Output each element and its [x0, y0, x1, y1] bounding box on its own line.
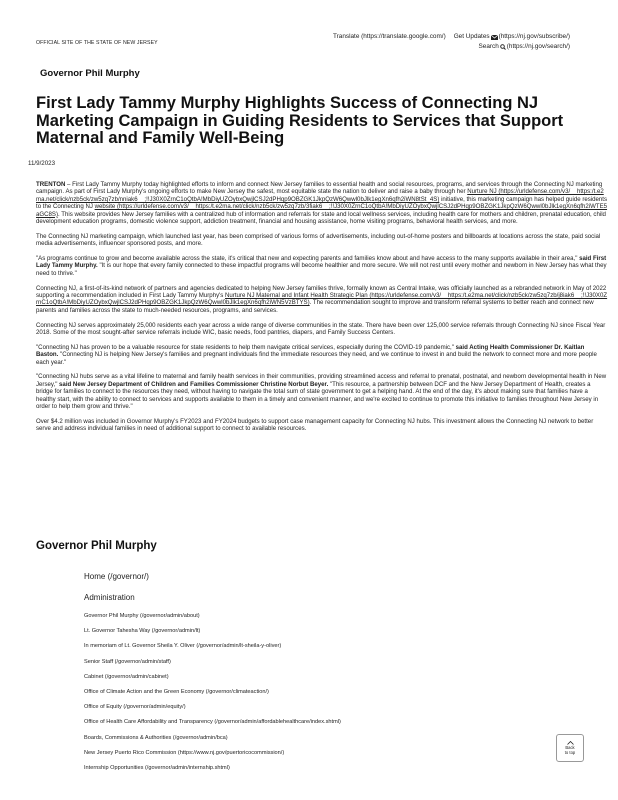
admin-link-climate-action[interactable]: Office of Climate Action and the Green Economy (/governor/climateaction/) — [84, 688, 269, 695]
translate-link[interactable]: Translate (https://translate.google.com/) — [332, 33, 446, 40]
admin-link-puerto-rico[interactable]: New Jersey Puerto Rico Commission (https://www.nj.gov/puertoricocommission/) — [84, 749, 285, 756]
paragraph-text: "This resource, a partnership between DCF and the New Jersey Department of Health, creates a bridge for families to connect to the resources they need, without having to navigate the total sum of state government to get a helping hand. At the end of the day, it's about making sure that families have a healthy start, with the ability to connect to services and supports available to them in a timely and convenient manner, and we're excited to continue to promote this initiative to families throughout New Jersey in order to help them grow and thrive." — [36, 380, 599, 411]
speaker-attribution: said First Lady Tammy Murphy. — [36, 255, 607, 270]
back-to-top-line1: Back — [565, 744, 575, 750]
paragraph-text: "Connecting NJ has proven to be a valuable resource for state residents to help them navigate critical services, especially during the COVID-19 pandemic," — [36, 343, 456, 351]
paragraph-4 — [36, 285, 608, 315]
paragraph-2: The Connecting NJ marketing campaign, which launched last year, has been comprised of various forms of advertisements, including out-of-home posters and billboards at locations across the state, paid social media advertisements, influencer sponsored posts, and more. — [36, 232, 601, 248]
administration-list — [84, 612, 341, 779]
admin-link-governor[interactable]: Governor Phil Murphy (/governor/admin/about) — [84, 613, 200, 619]
connecting-nj-website-link[interactable]: website (https://urldefense.com/v3/__https:/t.e2ma.net/click/nzb5ck/zw5zq7zb/3fiak6__;!!J30X0ZrnC1oQtbA!MbDiyUZOybxQwjlCSJ2dPHqp9OBZGK1JkpQzW6Qwwl0bJlk1egXn6qfh2iWTE5aGC8S) — [36, 203, 608, 218]
paragraph-6 — [36, 344, 608, 366]
search-label: Search — [478, 43, 499, 50]
search-url: (https://nj.gov/search/) — [506, 43, 570, 50]
back-to-top-line2: to top — [564, 749, 576, 755]
paragraph-text: . The recommendation sought to improve and transform referral systems to better reach and connect new parents and families across the state to much-needed resources, programs, and services. — [36, 299, 594, 314]
footer-home-link[interactable]: Home (/governor/) — [84, 572, 149, 581]
paragraph-1 — [36, 181, 608, 225]
admin-link-in-memoriam[interactable]: In memoriam of Lt. Governor Sheila Y. Oliver (/governor/admin/lt-sheila-y-oliver) — [84, 643, 282, 650]
administration-heading: Administration — [84, 593, 135, 602]
paragraph-8: Over $4.2 million was included in Governor Murphy's FY2023 and FY2024 budgets to support case management capacity for Connecting NJ hubs. This investment allows the Connecting NJ network to better serve and address individual families in need of additional support to connect to available resources. — [36, 417, 594, 433]
nurture-nj-link[interactable]: Nurture NJ (https://urldefense.com/v3/__https:/t.e2ma.net/click/nzb5ck/zw5zq7zb/nniak6__;!!J30X0ZrnC1oQtbA!MbDiyUZOybxQwjlCSJ2dPHqp9OBZGK1JkpQzW6Qwwl0bJlk1egXn6qfh2iWN8tSt_4S) — [36, 188, 604, 203]
site-name[interactable]: Governor Phil Murphy — [40, 68, 140, 79]
admin-link-equity[interactable]: Office of Equity (/governor/admin/equity/) — [84, 704, 186, 711]
admin-link-senior-staff[interactable]: Senior Staff (/governor/admin/staff) — [84, 658, 171, 665]
search-link[interactable] — [479, 42, 570, 52]
dateline: TRENTON — [36, 181, 66, 188]
admin-link-boards[interactable]: Boards, Commissions & Authorities (/governor/admin/bca) — [84, 734, 228, 741]
paragraph-text: "Connecting NJ is helping New Jersey's families and pregnant individuals find the immediate resources they need, and we continue to invest in and build the network to connect more and more people each year." — [36, 351, 597, 366]
paragraph-text: – First Lady Tammy Murphy today highlighted efforts to inform and connect New Jersey families to essential health and social resources, programs, and services through the Connecting NJ marketing campaign. As part of First Lady Murphy's ongoing efforts to make New Jersey the safest, most equitable state the nation to deliver and raise a baby through her — [36, 181, 603, 196]
admin-link-health-care[interactable]: Office of Health Care Affordability and Transparency (/governor/admin/affordablehealthcare/index.shtml) — [84, 719, 341, 726]
paragraph-7 — [36, 373, 608, 410]
paragraph-5: Connecting NJ serves approximately 25,000 residents each year across a wide range of diverse communities in the state. There have been over 125,000 service referrals through Connecting NJ since Fiscal Year 2018. Some of the most sought-after service referrals include WIC, basic needs, food pantries, diapers, and Family Success Centers. — [36, 321, 606, 337]
paragraph-3 — [36, 255, 608, 277]
paragraph-text: . This website provides New Jersey families with a centralized hub of information and referrals for state and local wellness services, including health care for mothers and children, prenatal education, child development education programs, domestic violence support, addiction treatment, financial and housing assistance, home visiting programs, behavioral health services, and more. — [36, 210, 606, 226]
article-title: First Lady Tammy Murphy Highlights Success of Connecting NJ Marketing Campaign in Guiding Residents to Services that Support Maternal and Family Well-Being — [36, 94, 564, 147]
admin-link-lt-governor[interactable]: Lt. Governor Tahesha Way (/governor/admin/lt) — [84, 628, 201, 635]
get-updates-label: Get Updates — [453, 33, 490, 40]
speaker-attribution: said New Jersey Department of Children and Families Commissioner Christine Norbut Beyer. — [59, 380, 329, 388]
article-body — [36, 181, 608, 440]
utility-links — [333, 32, 570, 52]
paragraph-text: initiative, this marketing campaign has helped guide residents to the Connecting NJ — [36, 195, 608, 211]
admin-link-internship[interactable]: Internship Opportunities (/governor/admin/internship.shtml) — [84, 764, 230, 771]
paragraph-text: Connecting NJ, a first-of-its-kind network of partners and agencies dedicated to helping New Jersey families thrive, formally known as Central Intake, was officially launched as a rebranded network in May of 2022 supporting a recommendation included in First Lady Tammy Murphy's — [36, 284, 607, 300]
speaker-attribution: said Acting Health Commissioner Dr. Kaitlan Baston. — [36, 343, 585, 359]
paragraph-text: "Connecting NJ hubs serve as a vital lifeline to maternal and family health services in their communities, providing streamlined access and referral to prenatal, postnatal, and newborn developmental health in New Jersey," — [36, 373, 607, 388]
footer-title: Governor Phil Murphy — [36, 540, 157, 552]
search-icon — [500, 44, 506, 50]
official-site-label: OFFICIAL SITE OF THE STATE OF NEW JERSEY — [36, 40, 158, 46]
paragraph-text: "As programs continue to grow and become available across the state, it's critical that new and expecting parents and families know about and have access to the many supports available in their area," — [36, 255, 580, 263]
strategic-plan-link[interactable]: Nurture NJ Maternal and Infant Health Strategic Plan (https://urldefense.com/v3/__https:/t.e2ma.net/click/nzb5ck/zw5zq7zb/j8iak6__;!!J30X0ZrnC1oQtbA!MbDiyUZOybxQwjlCSJ2dPHqp9OBZGK1JkpQzW6Qwwl0bJlk1egXn6qfh2iWN5VzBTYS) — [36, 292, 608, 307]
admin-link-cabinet[interactable]: Cabinet (/governor/admin/cabinet) — [84, 673, 169, 680]
paragraph-text: "It is our hope that every family connected to these impactful programs will become healthier and more secure. We will not rest until every mother and newborn in New Jersey has what they need to thrive." — [36, 262, 607, 277]
get-updates-url: (https://nj.gov/subscribe/) — [498, 33, 570, 40]
article-date: 11/9/2023 — [28, 160, 56, 167]
envelope-icon — [491, 35, 498, 40]
get-updates-link[interactable] — [454, 32, 570, 42]
back-to-top-button[interactable] — [556, 734, 584, 762]
top-utility-bar — [0, 0, 618, 60]
